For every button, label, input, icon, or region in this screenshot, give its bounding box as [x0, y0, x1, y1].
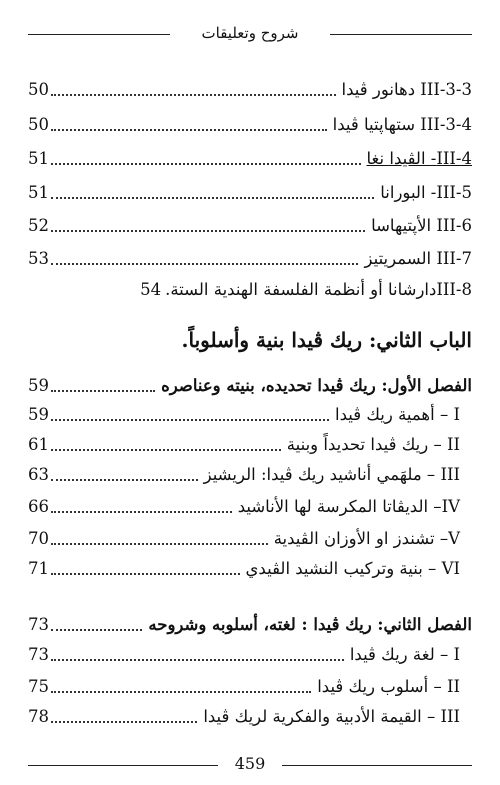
- toc-entry: [28, 525, 460, 549]
- running-footer: [28, 754, 472, 776]
- leader-dots: [51, 94, 336, 96]
- toc-entry-label: III – ملهَمي أناشيد ريك ڤيدا: الريشيز: [203, 465, 460, 484]
- toc-entry-page: 52: [28, 216, 49, 235]
- leader-dots: [51, 390, 155, 392]
- toc-entry-label: III-8دارشانا أو أنظمة الفلسفة الهندية الستة.: [165, 280, 472, 299]
- leader-dots: [51, 263, 358, 265]
- toc-entry-label: III-3-3 دهانور ڤيدا: [341, 80, 472, 99]
- leader-dots: [51, 197, 374, 199]
- header-rule-right: [330, 34, 472, 35]
- toc-entry-page: 50: [28, 80, 49, 99]
- toc-entry: [28, 673, 460, 697]
- toc-entry: [28, 555, 460, 579]
- toc-entry-page: 73: [28, 645, 49, 664]
- leader-dots: [51, 629, 142, 631]
- chapter-heading: [28, 372, 472, 396]
- toc-entry: [28, 76, 472, 100]
- leader-dots: [51, 573, 240, 575]
- toc-entry-page: 70: [28, 529, 49, 548]
- leader-dots: [51, 511, 232, 513]
- chapter-heading-page: 59: [28, 376, 49, 395]
- toc-entry-page: 51: [28, 183, 49, 202]
- toc-entry: [28, 401, 460, 425]
- toc-entry-page: 75: [28, 677, 49, 696]
- toc-entry-label: II – ريك ڤيدا تحديداً وبنية: [286, 435, 460, 454]
- toc-entry-page: 51: [28, 149, 49, 168]
- chapter-heading-page: 73: [28, 615, 49, 634]
- leader-dots: [51, 230, 365, 232]
- chapter-heading-label: الفصل الأول: ريك ڤيدا تحديده، بنيته وعناصره: [161, 376, 472, 395]
- toc-entry-label: III-5- البورانا: [380, 183, 472, 202]
- toc-entry-page: 71: [28, 559, 49, 578]
- toc-entry: [28, 431, 460, 455]
- toc-entry-label: III-7 السمريتيز: [364, 249, 472, 268]
- toc-entry-page: 59: [28, 405, 49, 424]
- toc-entry-page: 53: [28, 249, 49, 268]
- leader-dots: [51, 419, 329, 421]
- leader-dots: [51, 129, 327, 131]
- leader-dots: [51, 721, 197, 723]
- toc-entry-page: 63: [28, 465, 49, 484]
- toc-entry-label: I – لغة ريك ڤيدا: [349, 645, 460, 664]
- toc-entry-page: 66: [28, 497, 49, 516]
- toc-entry-label: I – أهمية ريك ڤيدا: [335, 405, 460, 424]
- toc-entry-label: IV– الديڤاتا المكرسة لها الأناشيد: [237, 497, 460, 516]
- leader-dots: [51, 659, 344, 661]
- leader-dots: [51, 543, 268, 545]
- toc-entry-label: II – أسلوب ريك ڤيدا: [317, 677, 460, 696]
- toc-entry-page: 61: [28, 435, 49, 454]
- toc-entry: [28, 641, 460, 665]
- toc-entry-page: 50: [28, 115, 49, 134]
- header-title: شروح وتعليقات: [201, 24, 299, 42]
- page-number: 459: [234, 754, 266, 773]
- running-header: [28, 24, 472, 44]
- toc-entry: [28, 212, 472, 236]
- leader-dots: [51, 163, 361, 165]
- toc-entry-label: III-3-4 ستهاپتيا ڤيدا: [332, 115, 472, 134]
- footer-rule-right: [282, 765, 472, 766]
- section-title: الباب الثاني: ريك ڤيدا بنية وأسلوباً.: [181, 328, 472, 352]
- leader-dots: [51, 479, 198, 481]
- toc-entry: [28, 179, 472, 203]
- chapter-heading-label: الفصل الثاني: ريك ڤيدا : لغته، أسلوبه وشروحه: [148, 615, 472, 634]
- leader-dots: [51, 691, 311, 693]
- toc-entry-label: V– تشندز او الأوزان الڤيدية: [273, 529, 460, 548]
- toc-entry-label: III-6 الأپتيهاسا: [371, 216, 472, 235]
- toc-entry: [28, 276, 472, 300]
- toc-entry-page: 54: [140, 280, 162, 299]
- toc-entry: [28, 145, 472, 169]
- toc-entry-page: 78: [28, 707, 49, 726]
- toc-entry-label: III – القيمة الأدبية والفكرية لريك ڤيدا: [203, 707, 460, 726]
- toc-entry: [28, 111, 472, 135]
- toc-entry-label: VI – بنية وتركيب النشيد الڤيدي: [245, 559, 460, 578]
- toc-entry: [28, 245, 472, 269]
- toc-entry: [28, 703, 460, 727]
- toc-entry: [28, 461, 460, 485]
- toc-entry: [28, 493, 460, 517]
- leader-dots: [51, 449, 281, 451]
- chapter-heading: [28, 611, 472, 635]
- toc-entry-label: III-4- الڤيدا نغا: [366, 149, 472, 168]
